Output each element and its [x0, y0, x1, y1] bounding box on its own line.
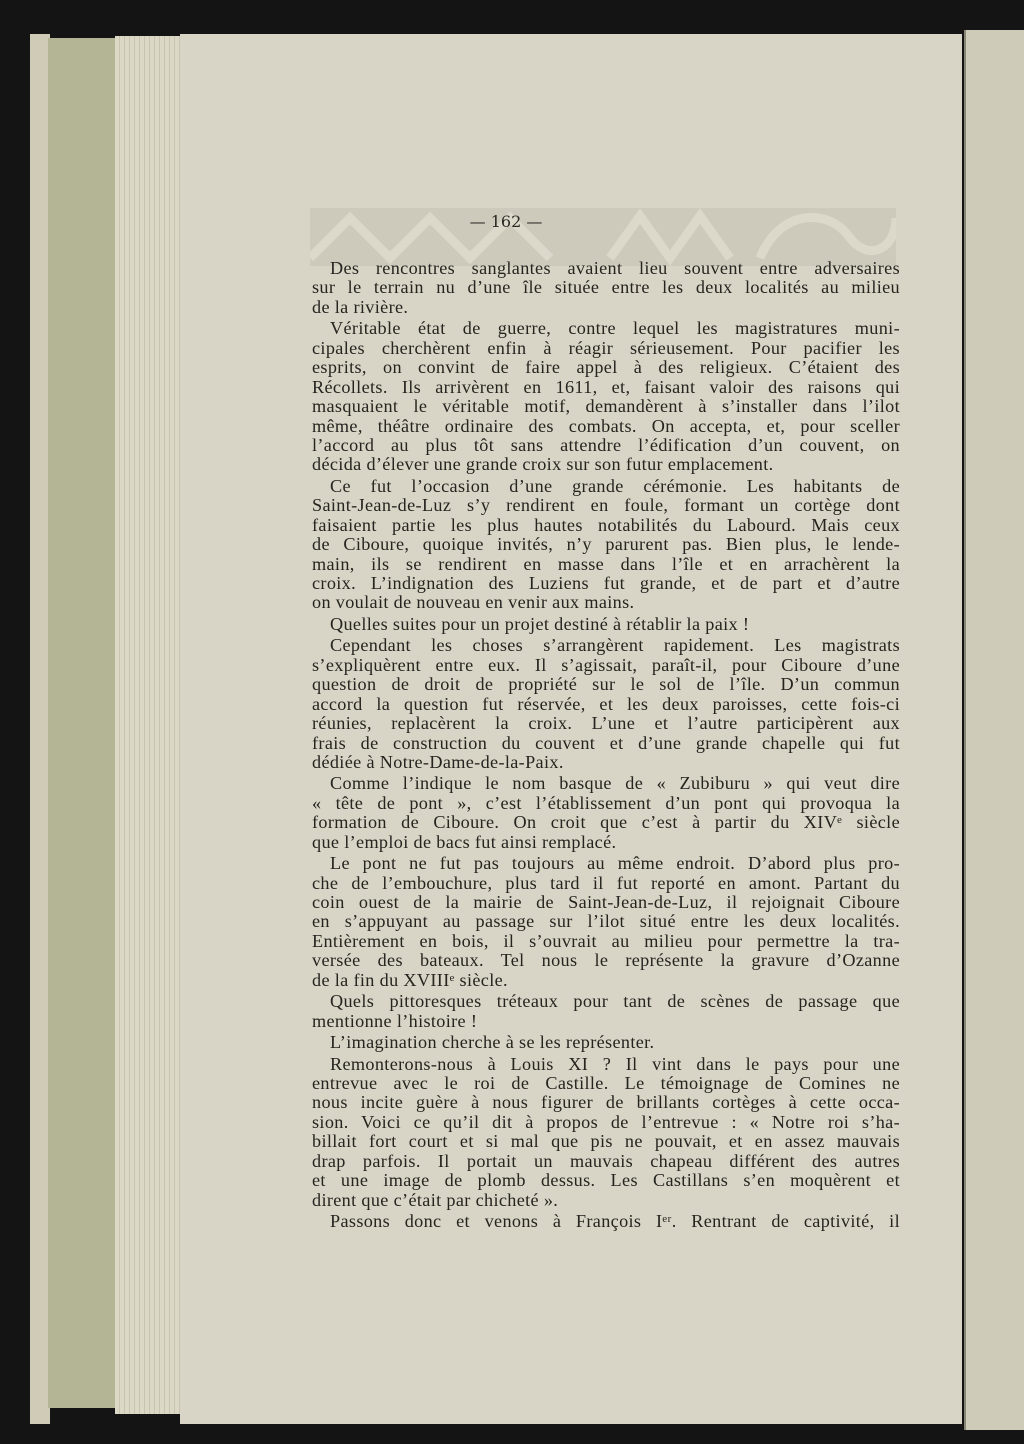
text-line: versée des bateaux. Tel nous le représente la gravure d’Ozanne	[312, 950, 900, 971]
text-line: esprits, on convint de faire appel à des religieux. C’étaient des	[312, 357, 900, 378]
text-line: question de droit de propriété sur le sol de l’île. D’un commun	[312, 674, 900, 695]
text-line: L’imagination cherche à se les représenter.	[330, 1032, 655, 1053]
text-line: entrevue avec le roi de Castille. Le témoignage de Comines ne	[312, 1072, 900, 1093]
text-line: Ce fut l’occasion d’une grande cérémonie. Les habitants de	[330, 475, 900, 496]
text-line: de la fin du XVIIIᵉ siècle.	[312, 969, 508, 990]
paragraph	[312, 1033, 900, 1052]
text-line: billait fort court et si mal que pis ne pouvait, et en assez mauvais	[312, 1131, 900, 1152]
text-line: Remonterons-nous à Louis XI ? Il vint dans le pays pour une	[330, 1053, 900, 1074]
text-line: drap parfois. Il portait un mauvais chapeau différent des autres	[312, 1150, 900, 1171]
paragraph	[312, 854, 900, 990]
text-line: sur le terrain nu d’une île située entre les deux localités au milieu	[312, 277, 900, 298]
text-line: Récollets. Ils arrivèrent en 1611, et, faisant valoir des raisons qui	[312, 376, 900, 397]
text-line: on voulait de nouveau en venir aux mains.	[312, 592, 635, 613]
text-line: même, théâtre ordinaire des combats. On accepta, et, pour sceller	[312, 415, 900, 436]
text-line: en s’appuyant au passage sur l’ilot situé entre les deux localités.	[312, 911, 900, 932]
text-line: « tête de pont », c’est l’établissement d’un pont qui provoqua la	[312, 792, 900, 813]
text-line: nous incite guère à nous figurer de brillants cortèges à cette occa-	[312, 1092, 900, 1113]
text-line: s’expliquèrent entre eux. Il s’agissait, paraît-il, pour Ciboure d’une	[312, 654, 900, 675]
text-line: Entièrement en bois, il s’ouvrait au milieu pour permettre la tra-	[312, 930, 900, 951]
text-line: et une image de plomb dessus. Les Castillans s’en moquèrent et	[312, 1170, 900, 1191]
text-line: Comme l’indique le nom basque de « Zubiburu » qui veut dire	[330, 773, 900, 794]
text-line: mentionne l’histoire !	[312, 1010, 478, 1031]
book-edge	[30, 34, 50, 1424]
paragraph	[312, 615, 900, 634]
text-line: cipales cherchèrent enfin à réagir sérieusement. Pour pacifier les	[312, 337, 900, 358]
text-line: Saint-Jean-de-Luz s’y rendirent en foule, formant un cortège dont	[312, 495, 900, 516]
text-line: frais de construction du couvent et d’une grande chapelle qui fut	[312, 732, 900, 753]
text-line: Passons donc et venons à François Iᵉʳ. Rentrant de captivité, il	[330, 1211, 900, 1231]
text-line: sion. Voici ce qu’il dit à propos de l’entrevue : « Notre roi s’ha-	[312, 1111, 900, 1132]
facing-page-edge	[964, 30, 1024, 1430]
paragraph	[312, 477, 900, 613]
text-line: de la rivière.	[312, 296, 409, 317]
paragraph	[312, 992, 900, 1031]
text-line: Véritable état de guerre, contre lequel les magistratures muni-	[330, 318, 900, 339]
text-line: dédiée à Notre-Dame-de-la-Paix.	[312, 751, 564, 772]
text-line: réunies, replacèrent la croix. L’une et l’autre participèrent aux	[312, 713, 900, 734]
page-stack	[115, 36, 183, 1414]
paragraph	[312, 774, 900, 852]
text-line: Quelles suites pour un projet destiné à rétablir la paix !	[330, 613, 750, 634]
text-line: accord la question fut réservée, et les deux paroisses, cette fois-ci	[312, 693, 900, 714]
paragraph	[312, 1055, 900, 1211]
text-line: décida d’élever une grande croix sur son futur emplacement.	[312, 454, 774, 475]
text-line: l’accord au plus tôt sans attendre l’édification d’un couvent, on	[312, 434, 900, 455]
text-line: main, ils se rendirent en masse dans l’île et en arrachèrent la	[312, 553, 900, 574]
text-line: formation de Ciboure. On croit que c’est à partir du XIVᵉ siècle	[312, 812, 900, 833]
text-line: de Ciboure, quoique invités, n’y parurent pas. Bien plus, le lende-	[312, 534, 900, 555]
paragraph	[312, 636, 900, 772]
text-line: croix. L’indignation des Luziens fut grande, et de part et d’autre	[312, 573, 900, 593]
paragraph	[312, 319, 900, 475]
text-line: masquaient le véritable motif, demandèrent à s’installer dans l’ilot	[312, 396, 900, 417]
text-line: dirent que c’était par chicheté ».	[312, 1189, 559, 1210]
text-line: faisaient partie les plus hautes notabilités du Labourd. Mais ceux	[312, 514, 900, 535]
paragraph	[312, 1212, 900, 1231]
text-line: Quels pittoresques tréteaux pour tant de scènes de passage que	[330, 991, 900, 1012]
text-line: Cependant les choses s’arrangèrent rapidement. Les magistrats	[330, 635, 900, 656]
text-line: Le pont ne fut pas toujours au même endroit. D’abord plus pro-	[330, 853, 900, 874]
body-text	[312, 259, 900, 1233]
page-number: — 162 —	[469, 212, 543, 231]
text-line: Des rencontres sanglantes avaient lieu souvent entre adversaires	[330, 258, 900, 278]
text-line: che de l’embouchure, plus tard il fut reporté en amont. Partant du	[312, 872, 900, 893]
text-line: que l’emploi de bacs fut ainsi remplacé.	[312, 831, 617, 852]
paragraph	[312, 259, 900, 317]
book-cover-edge	[48, 38, 116, 1408]
text-line: coin ouest de la mairie de Saint-Jean-de-Luz, il rejoignait Ciboure	[312, 892, 900, 912]
